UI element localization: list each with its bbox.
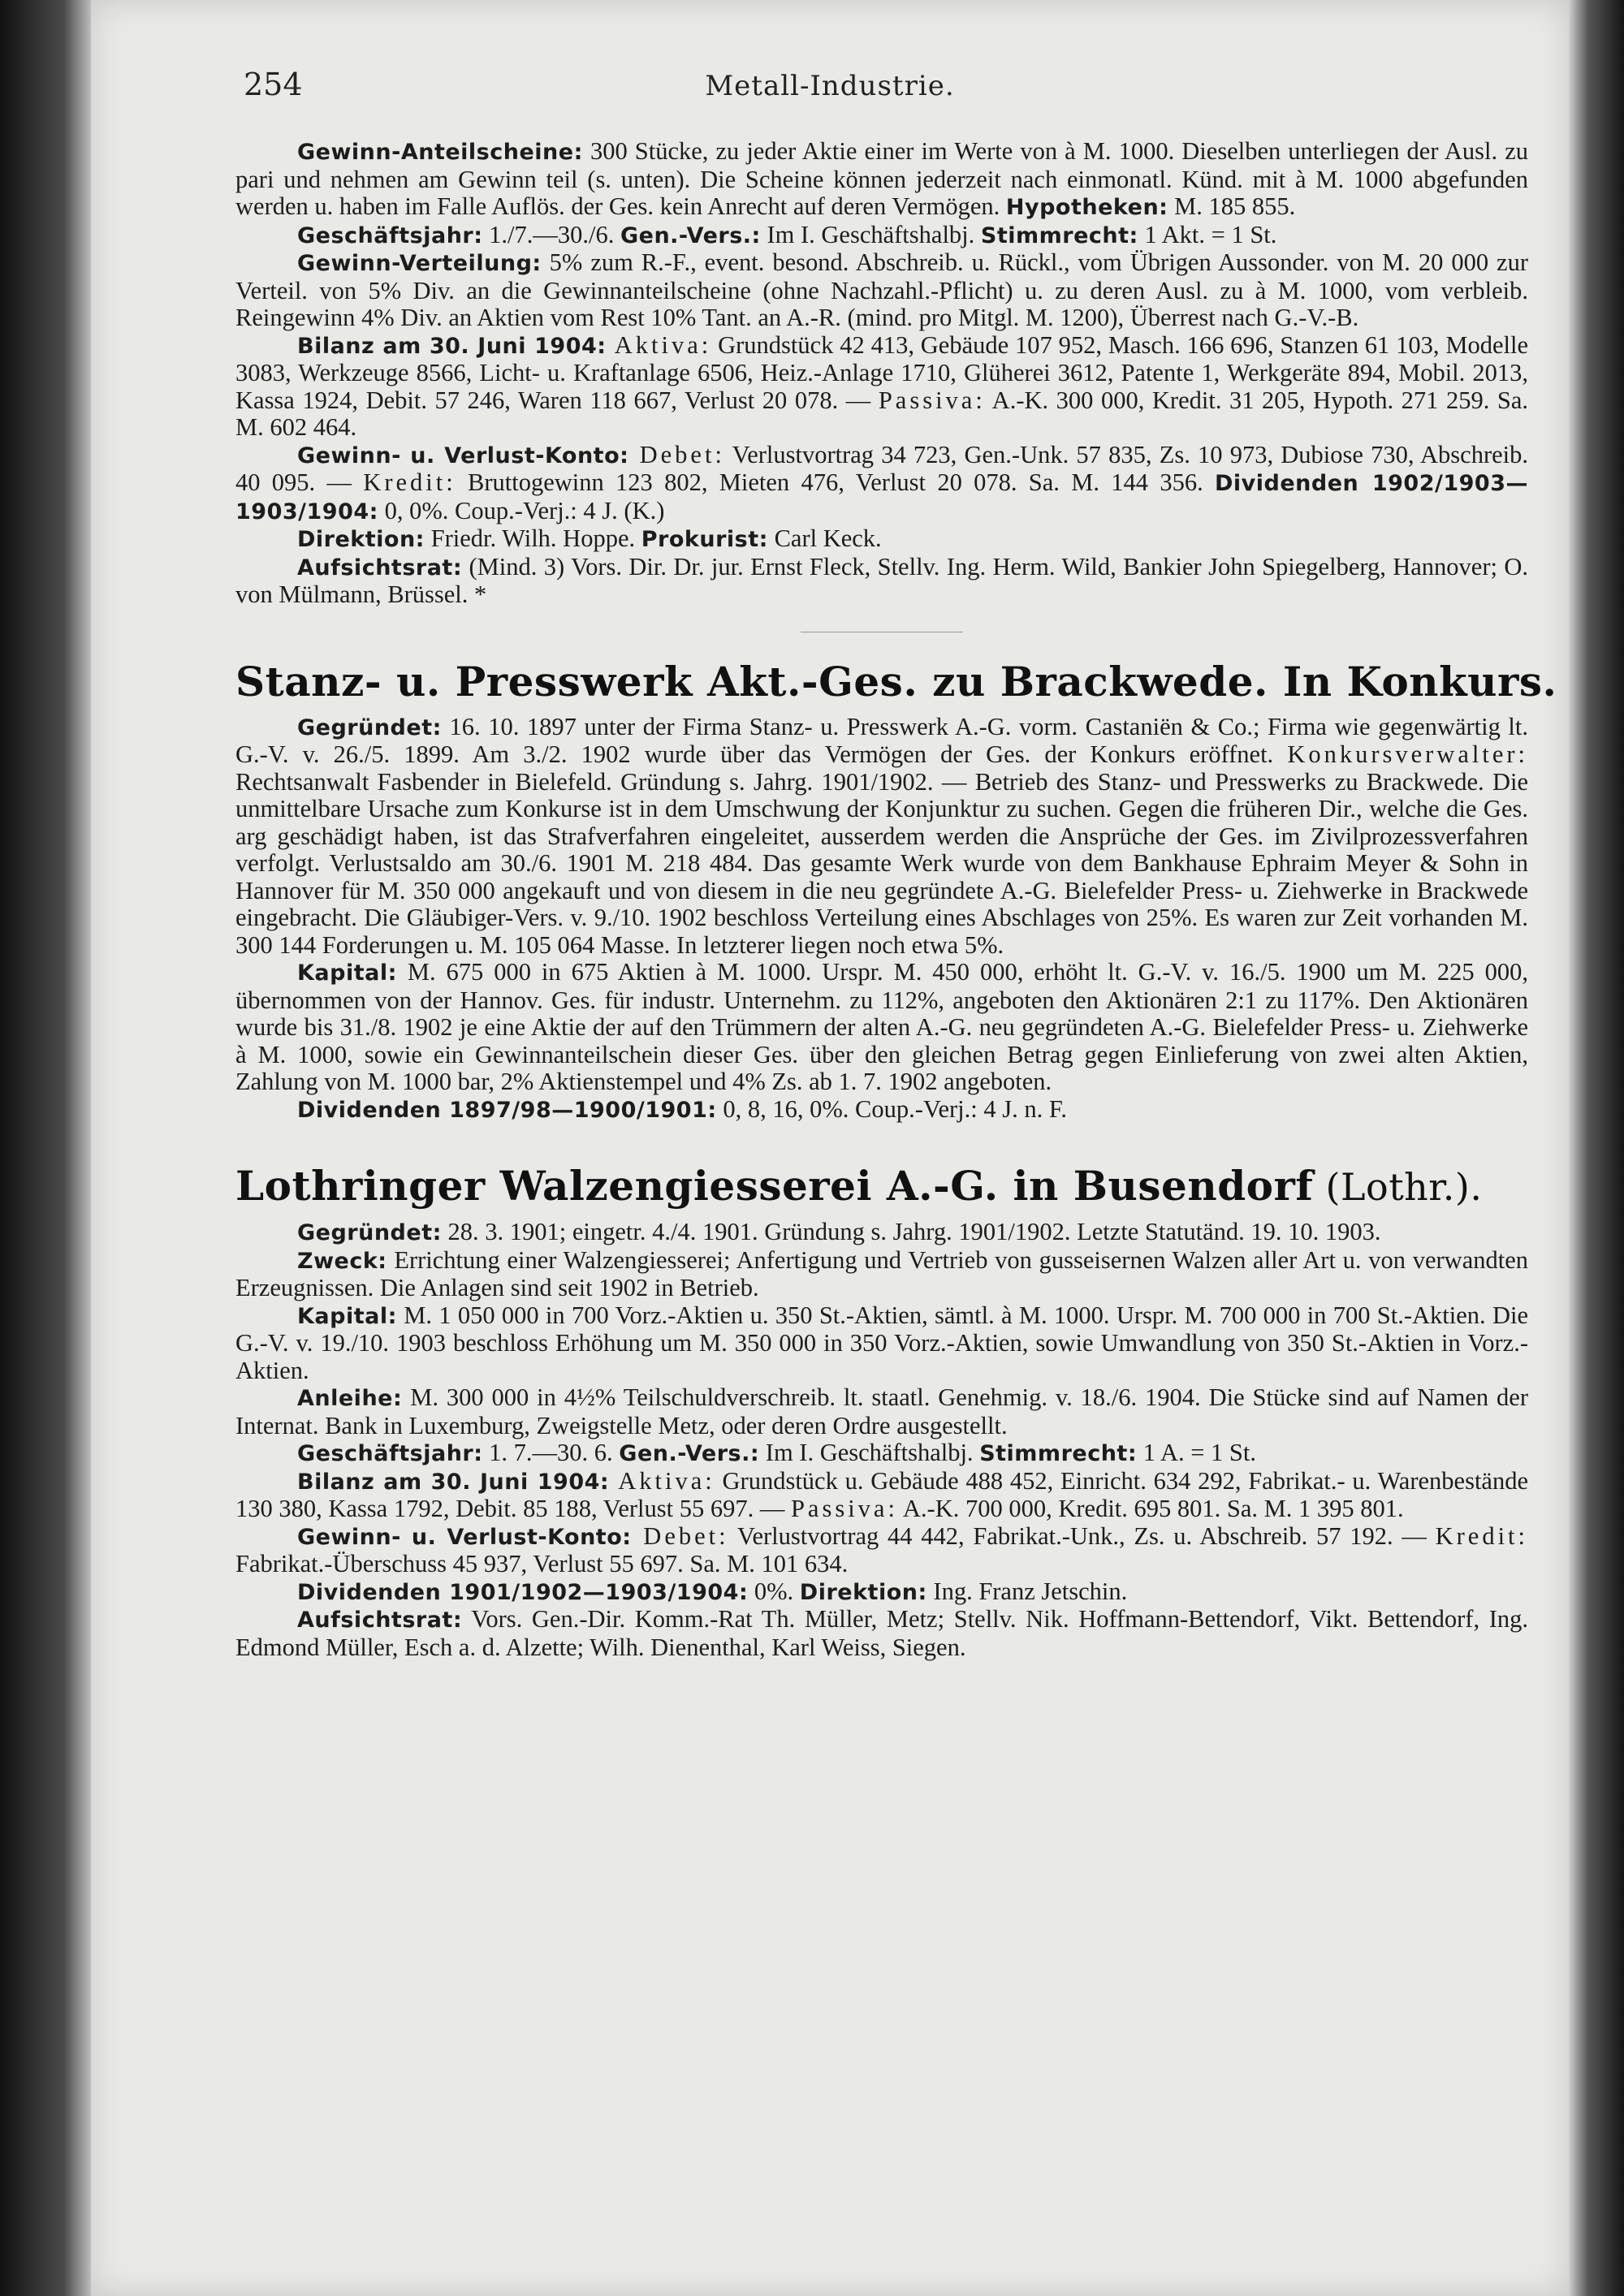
section-title-stanz-presswerk: Stanz- u. Presswerk Akt.-Ges. zu Brackwede. In Konkurs. — [235, 657, 1557, 706]
book-spine-shadow — [0, 0, 91, 2296]
paragraph-direktion: Direktion: Friedr. Wilh. Hoppe. Prokurist: Carl Keck. — [297, 524, 882, 552]
section-continuation — [235, 138, 1528, 609]
paragraph-aufsichtsrat: Aufsichtsrat: Vors. Gen.-Dir. Komm.-Rat Th. Müller, Metz; Stellv. Nik. Hoffmann-Bettendorf, Vikt. Bettendorf, Ing. Edmond Müller, Esch a. d. Alzette; Wilh. Dienenthal, Karl Weiss, Siegen. — [235, 1605, 1528, 1661]
section-lothringer-walzengiesserei — [235, 1161, 1528, 1661]
section-stanz-presswerk — [235, 657, 1557, 1124]
paragraph-geschaeftsjahr: Geschäftsjahr: 1. 7.—30. 6. Gen.-Vers.: Im I. Geschäftshalbj. Stimmrecht: 1 A. = 1 St. — [297, 1439, 1256, 1466]
paragraph-geschaeftsjahr: Geschäftsjahr: 1./7.—30./6. Gen.-Vers.: Im I. Geschäftshalbj. Stimmrecht: 1 Akt. = 1 St. — [297, 220, 1277, 248]
paragraph-anleihe: Anleihe: M. 300 000 in 4½% Teilschuldverschreib. lt. staatl. Genehmig. v. 18./6. 1904. Die Stücke sind auf Namen der Internat. Bank in Luxemburg, Zweigstelle Metz, oder deren Ordre ausgestellt. — [235, 1383, 1528, 1439]
paragraph-gewinn-anteilscheine: Gewinn-Anteilscheine: 300 Stücke, zu jeder Aktie einer im Werte von à M. 1000. Dieselben unterliegen der Ausl. zu pari und nehmen am Gewinn teil (s. unten). Die Scheine können jederzeit nach einmonatl. Künd. mit à M. 1000 abgefunden werden u. haben im Falle Auflös. der Ges. kein Anrecht auf deren Vermögen. Hypotheken: M. 185 855. — [235, 137, 1528, 220]
page-content — [235, 137, 1557, 1661]
paragraph-dividenden-direktion: Dividenden 1901/1902—1903/1904: 0%. Direktion: Ing. Franz Jetschin. — [297, 1577, 1128, 1605]
paragraph-bilanz: Bilanz am 30. Juni 1904: Aktiva: Grundstück 42 413, Gebäude 107 952, Masch. 166 696, Stanzen 61 103, Modelle 3083, Werkzeuge 8566, Licht- u. Kraftanlage 6506, Heiz.-Anlage 1710, Glüherei 3612, Patente 1, Werkgeräte 894, Mobil. 2013, Kassa 1924, Debit. 57 246, Waren 118 667, Verlust 20 078. — Passiva: A.-K. 300 000, Kredit. 31 205, Hypoth. 271 259. Sa. M. 602 464. — [235, 330, 1528, 441]
paragraph-gewinn-verteilung: Gewinn-Verteilung: 5% zum R.-F., event. besond. Abschreib. u. Rückl., vom Übrigen Aussonder. von M. 20 000 zur Verteil. von 5% Div. an die Gewinnanteilscheine (ohne Nachzahl.-Pflicht) u. zu deren Ausl. zu à M. 1000, vom verbleib. Reingewinn 4% Div. an Aktien vom Rest 10% Tant. an A.-R. (mind. pro Mitgl. M. 1200), Überrest nach G.-V.-B. — [235, 248, 1528, 331]
paragraph-bilanz: Bilanz am 30. Juni 1904: Aktiva: Grundstück u. Gebäude 488 452, Einricht. 634 292, Fabrikat.- u. Warenbestände 130 380, Kassa 1792, Debit. 85 188, Verlust 55 697. — Passiva: A.-K. 700 000, Kredit. 695 801. Sa. M. 1 395 801. — [235, 1466, 1528, 1522]
section-title-lothringer: Lothringer Walzengiesserei A.-G. in Busendorf (Lothr.). — [235, 1162, 1483, 1210]
paragraph-kapital: Kapital: M. 675 000 in 675 Aktien à M. 1000. Urspr. M. 450 000, erhöht lt. G.-V. v. 16./5. 1900 um M. 225 000, übernommen von der Hannov. Ges. für industr. Unternehm. zu 112%, angeboten den Aktionären 2:1 zu 117%. Den Aktionären wurde bis 31./8. 1902 je eine Aktie der auf den Trümmern der alten A.-G. neu gegründeten A.-G. Bielefelder Press- u. Ziehwerke à M. 1000, sowie ein Gewinnanteilschein dieser Ges. über den gleichen Betrag gegen Einlieferung von zwei alten Aktien, Zahlung von M. 1000 bar, 2% Aktienstempel und 4% Zs. ab 1. 7. 1902 angeboten. — [235, 958, 1528, 1095]
page-edge-shadow — [1569, 0, 1624, 2296]
paragraph-dividenden: Dividenden 1897/98—1900/1901: 0, 8, 16, 0%. Coup.-Verj.: 4 J. n. F. — [297, 1094, 1068, 1123]
paragraph-aufsichtsrat: Aufsichtsrat: (Mind. 3) Vors. Dir. Dr. jur. Ernst Fleck, Stellv. Ing. Herm. Wild, Bankier John Spiegelberg, Hannover; O. von Mülmann, Brüssel. * — [235, 552, 1528, 608]
paragraph-zweck: Zweck: Errichtung einer Walzengiesserei; Anfertigung und Vertrieb von gusseisernen Walzen aller Art u. von verwandten Erzeugnissen. Die Anlagen sind seit 1902 in Betrieb. — [235, 1245, 1528, 1301]
paragraph-kapital: Kapital: M. 1 050 000 in 700 Vorz.-Aktien u. 350 St.-Aktien, sämtl. à M. 1000. Urspr. M. 700 000 in 700 St.-Aktien. Die G.-V. v. 19./10. 1903 beschloss Erhöhung um M. 350 000 in 350 Vorz.-Aktien, sowie Umwandlung von 350 St.-Aktien in Vorz.-Aktien. — [235, 1301, 1528, 1384]
paragraph-gegruendet: Gegründet: 28. 3. 1901; eingetr. 4./4. 1901. Gründung s. Jahrg. 1901/1902. Letzte Statutänd. 19. 10. 1903. — [297, 1218, 1381, 1245]
paragraph-gewinn-verlust-konto: Gewinn- u. Verlust-Konto: Debet: Verlustvortrag 44 442, Fabrikat.-Unk., Zs. u. Abschreib. 57 192. — Kredit: Fabrikat.-Überschuss 45 937, Verlust 55 697. Sa. M. 101 634. — [235, 1521, 1528, 1577]
section-gap — [235, 1124, 1528, 1161]
page-number: 254 — [244, 67, 303, 102]
paragraph-gegruendet: Gegründet: 16. 10. 1897 unter der Firma Stanz- u. Presswerk A.-G. vorm. Castaniën & Co.; Firma wie gegenwärtig lt. G.-V. v. 26./5. 1899. Am 3./2. 1902 wurde über das Vermögen der Ges. der Konkurs eröffnet. Konkursverwalter: Rechtsanwalt Fasbender in Bielefeld. Gründung s. Jahrg. 1901/1902. — Betrieb des Stanz- und Presswerks zu Brackwede. Die unmittelbare Ursache zum Konkurse ist in dem Umschwung der Konjunktur zu suchen. Gegen die früheren Dir., welche die Ges. arg geschädigt haben, ist das Strafverfahren eingeleitet, ausserdem werden die Ansprüche der Ges. im Zivilprozessverfahren verfolgt. Verlustsaldo am 30./6. 1901 M. 218 484. Das gesamte Werk wurde von dem Bankhause Ephraim Meyer & Sohn in Hannover für M. 350 000 angekauft und von diesem in die neu gegründete A.-G. Bielefelder Press- u. Ziehwerke in Brackwede eingebracht. Die Gläubiger-Vers. v. 9./10. 1902 beschloss Verteilung eines Abschlages von 25%. Es waren zur Zeit vorhanden M. 300 144 Forderungen u. M. 105 064 Masse. In letzterer liegen noch etwa 5%. — [235, 712, 1528, 959]
paragraph-gewinn-verlust-konto: Gewinn- u. Verlust-Konto: Debet: Verlustvortrag 34 723, Gen.-Unk. 57 835, Zs. 10 973, Dubiose 730, Abschreib. 40 095. — Kredit: Bruttogewinn 123 802, Mieten 476, Verlust 20 078. Sa. M. 144 356. Dividenden 1902/1903—1903/1904: 0, 0%. Coup.-Verj.: 4 J. (K.) — [235, 440, 1528, 524]
page-header — [91, 67, 1569, 107]
running-head: Metall-Industrie. — [705, 70, 955, 102]
